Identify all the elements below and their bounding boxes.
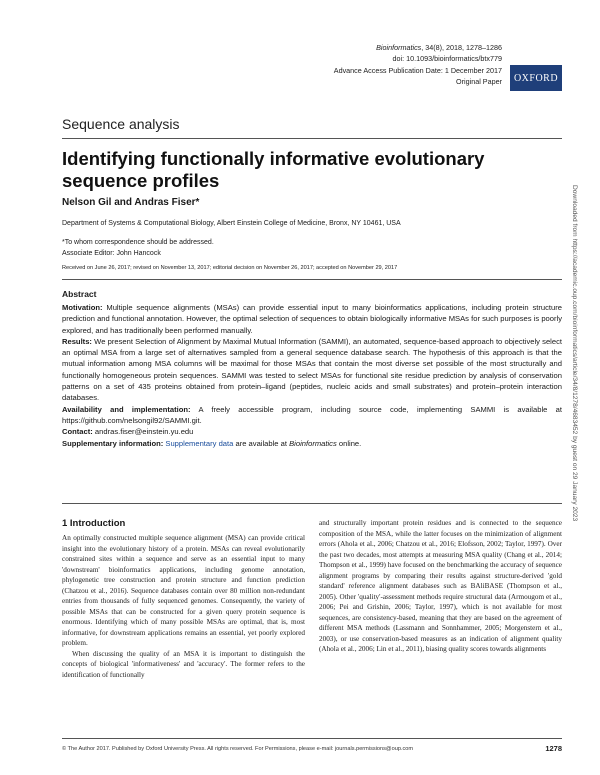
received-dates: Received on June 26, 2017; revised on November 13, 2017; editorial decision on November 26, 2017; accepted on November 29, 2017 — [62, 265, 398, 271]
abstract-contact: Contact: andras.fiser@einstein.yu.edu — [62, 427, 194, 437]
download-notice: Downloaded from https://academic.oup.com/bioinformatics/article/34/8/1278/4683452 by guest on 29 January 2023 — [571, 185, 578, 522]
authors: Nelson Gil and Andras Fiser* — [62, 197, 200, 208]
journal-header — [334, 42, 502, 87]
paragraph: When discussing the quality of an MSA it is important to distinguish the concepts of biological 'informativeness' and 'accuracy'. The former refers to the identification of functionally — [62, 649, 305, 679]
correspondence-block — [62, 238, 214, 259]
oxford-logo: OXFORD — [510, 65, 562, 91]
column-left — [62, 533, 305, 680]
abstract-motivation: Motivation: Multiple sequence alignments (MSAs) can provide essential input to many bioinformatics applications, including protein structure prediction and functional annotation. However, the optimal selection of sequences to obtain biologically informative MSAs for such purposes is poorly explored, and has traditionally been performed manually. — [62, 303, 562, 335]
doi[interactable]: doi: 10.1093/bioinformatics/btx779 — [392, 54, 502, 64]
paragraph: and structurally important protein residues and is connected to the sequence composition of the MSA, while the latter focuses on the minimization of alignment errors (Ahola et al., 2006; Chatzou et al., 2016; Elofsson, 2002; Taylor, 1997). Over the past two decades, most attempts at measuring MSA quality (Chang et al., 2014; Thompson et al., 1999) have focused on the benchmarking the accuracy of sequence alignment programs by comparing their results against structure-derived 'gold standard' reference alignment databases such as BAliBASE (Thompson et al., 2005). Other 'quality'-assessment methods require structural data (Armougom et al., 2006; Pei and Grishin, 2006; Taylor, 1997), which is not available for most sequences, are consistency-based, meaning that they are based on the agreement of different MSA methods (Lassmann and Sonnhammer, 2005; Morgenstern et al., 2003), or use conservation-based measures as an indication of alignment quality (Ahola et al., 2006; Lin et al., 2011), biasing quality scores towards alignments — [319, 519, 562, 653]
abstract-results: Results: We present Selection of Alignment by Maximal Mutual Information (SAMMI), an automated, sequence-based approach to objectively select an optimal MSA from a large set of alternatives sampled from a general sequence database search. The hypothesis of this approach is that the mutual information among MSA columns will be maximal for those MSAs that contain the most diverse set possible of the most structurally and functionally homogeneous protein sequences. SAMMI was tested to select MSAs for functional site residue prediction by analysis of conservation patterns on a set of 435 proteins obtained from protein–ligand (peptides, nucleic acids and small substrates) and protein–protein interaction databases. — [62, 336, 562, 403]
introduction-heading: 1 Introduction — [62, 518, 126, 529]
page-number: 1278 — [545, 744, 562, 753]
affiliation: Department of Systems & Computational Biology, Albert Einstein College of Medicine, Bronx, NY 10461, USA — [62, 220, 401, 227]
abstract — [62, 302, 562, 449]
column-right — [319, 518, 562, 655]
supplementary-link[interactable]: Supplementary data — [165, 438, 234, 448]
journal-name: Bioinformatics — [376, 43, 422, 52]
abstract-availability: Availability and implementation: A freely accessible program, including source code, implementing SAMMI is available at https://github.com/nelsongil92/SAMMI.git. — [62, 404, 562, 425]
download-watermark — [571, 185, 590, 585]
article-type: Original Paper — [456, 76, 502, 86]
section-label: Sequence analysis — [62, 116, 180, 132]
journal-citation: , 34(8), 2018, 1278–1286 — [421, 43, 502, 52]
paragraph: An optimally constructed multiple sequence alignment (MSA) can provide critical insight into the evolutionary history of a protein. MSAs can reveal evolutionarily constrained sites within a sequence and serve as an essential input to many 'downstream' bioinformatics applications, including genome annotation, phylogenetic tree construction and protein structure and function prediction (Chatzou et al., 2016). Sequence databases contain over 80 million non-redundant entries from thousands of fully sequenced genomes. Consequently, the variety of possible MSAs that can be constructed for a given query protein sequence is enormous. Identifying which of many possible MSAs are optimal, that is, most informative, for downstream applications remains an essential, yet poorly explored problem. — [62, 534, 305, 647]
copyright-footer: © The Author 2017. Published by Oxford University Press. All rights reserved. For Permissions, please e-mail: journals.permissions@oup.com — [62, 746, 414, 752]
divider — [62, 503, 562, 504]
paper-title: Identifying functionally informative evolutionary sequence profiles — [62, 148, 485, 191]
advance-access: Advance Access Publication Date: 1 December 2017 — [333, 65, 502, 75]
abstract-supplementary: Supplementary information: Supplementary data are available at Bioinformatics online. — [62, 438, 362, 448]
divider — [62, 738, 562, 739]
abstract-heading: Abstract — [62, 289, 97, 299]
correspondence: *To whom correspondence should be addressed. — [62, 239, 214, 246]
associate-editor: Associate Editor: John Hancock — [62, 249, 161, 257]
divider — [62, 138, 562, 139]
divider — [62, 279, 562, 280]
